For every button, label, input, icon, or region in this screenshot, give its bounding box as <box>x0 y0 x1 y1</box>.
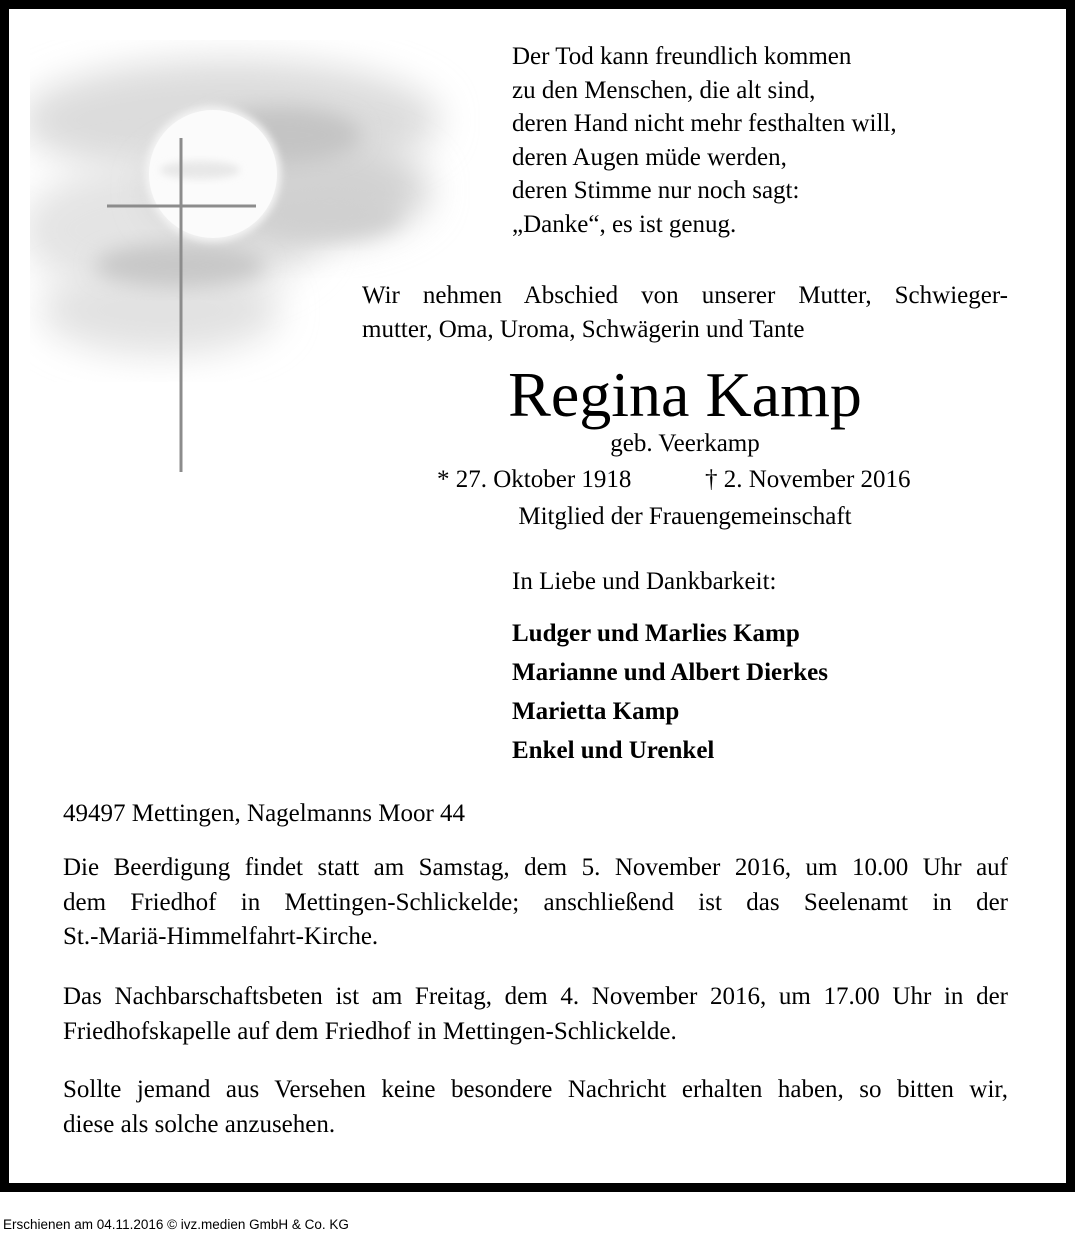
poem-line: deren Augen müde werden, <box>512 143 787 171</box>
funeral-info-line: Die Beerdigung findet statt am Samstag, dem 5. November 2016, um 10.00 Uhr auf <box>63 854 1008 881</box>
farewell-intro-line: mutter, Oma, Uroma, Schwägerin und Tante <box>362 316 805 343</box>
notice-info-line: diese als solche anzusehen. <box>63 1110 336 1138</box>
death-date: † 2. November 2016 <box>705 466 911 493</box>
publication-footer: Erschienen am 04.11.2016 © ivz.medien GmbH & Co. KG <box>3 1217 349 1232</box>
poem <box>512 40 897 242</box>
notice-info <box>63 1073 1008 1142</box>
funeral-info <box>63 851 1008 955</box>
mourner-name: Enkel und Urenkel <box>512 737 715 764</box>
poem-line: deren Hand nicht mehr festhalten will, <box>512 110 897 138</box>
address: 49497 Mettingen, Nagelmanns Moor 44 <box>63 800 466 827</box>
mourner-name: Ludger und Marlies Kamp <box>512 620 800 647</box>
poem-line: Der Tod kann freundlich kommen <box>512 43 852 70</box>
farewell-intro-line: Wir nehmen Abschied von unserer Mutter, Schwieger- <box>362 282 1008 309</box>
poem-line: deren Stimme nur noch sagt: <box>512 177 800 205</box>
mourner-name: Marianne und Albert Dierkes <box>512 659 828 686</box>
notice-info-line: Sollte jemand aus Versehen keine besondere Nachricht erhalten haben, so bitten wir, <box>63 1076 1008 1103</box>
funeral-info-line: St.-Mariä-Himmelfahrt-Kirche. <box>63 923 379 950</box>
funeral-info-line: dem Friedhof in Mettingen-Schlickelde; anschließend ist das Seelenamt in der <box>63 888 1008 916</box>
deceased-name: Regina Kamp <box>508 359 862 430</box>
membership: Mitglied der Frauengemeinschaft <box>518 503 852 530</box>
mourner-name: Marietta Kamp <box>512 698 680 725</box>
poem-line: zu den Menschen, die alt sind, <box>512 76 816 104</box>
prayer-info <box>63 980 1008 1049</box>
farewell-intro <box>362 279 1008 347</box>
prayer-info-line: Friedhofskapelle auf dem Friedhof in Mettingen-Schlickelde. <box>63 1017 677 1045</box>
birth-name: geb. Veerkamp <box>610 430 760 457</box>
poem-line: „Danke“, es ist genug. <box>512 210 737 238</box>
mourners-list <box>512 614 828 770</box>
mourners-heading: In Liebe und Dankbarkeit: <box>512 568 777 595</box>
prayer-info-line: Das Nachbarschaftsbeten ist am Freitag, dem 4. November 2016, um 17.00 Uhr in der <box>63 983 1008 1010</box>
birth-date: * 27. Oktober 1918 <box>437 466 632 493</box>
moon-icon <box>145 106 281 242</box>
